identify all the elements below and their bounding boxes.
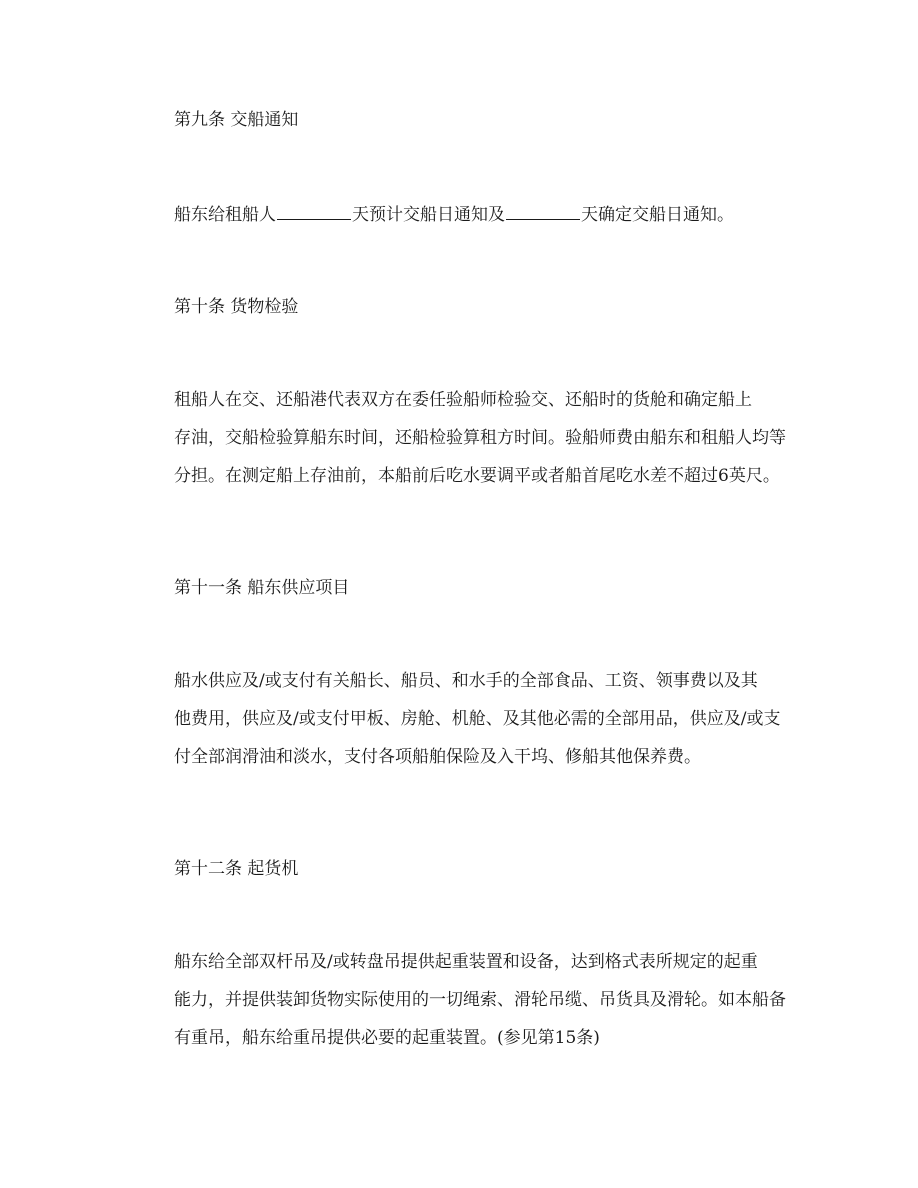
article-9-text-middle: 天预计交船日通知及 — [352, 205, 505, 225]
article-9-body — [174, 196, 774, 234]
article-11-line: 船水供应及/或支付有关船长、船员、和水手的全部食品、工资、领事费以及其 — [174, 671, 758, 691]
article-12-line: 有重吊，船东给重吊提供必要的起重装置。(参见第15条) — [174, 1028, 600, 1048]
article-9-text-after: 天确定交船日通知。 — [581, 205, 734, 225]
article-9-line — [174, 196, 774, 234]
article-10-line: 存油，交船检验算船东时间，还船检验算租方时间。验船师费由船东和租船人均等 — [174, 428, 786, 448]
article-9-text-before: 船东给租船人 — [174, 205, 276, 225]
article-12-line: 船东给全部双杆吊及/或转盘吊提供起重装置和设备，达到格式表所规定的起重 — [174, 952, 758, 972]
article-11-line: 付全部润滑油和淡水，支付各项船舶保险及入干坞、修船其他保养费。 — [174, 747, 701, 767]
article-10-line: 租船人在交、还船港代表双方在委任验船师检验交、还船时的货舱和确定船上 — [174, 390, 752, 410]
blank-field-days-estimated — [277, 199, 351, 220]
article-10-heading: 第十条 货物检验 — [174, 297, 299, 317]
article-10-line: 分担。在测定船上存油前，本船前后吃水要调平或者船首尾吃水差不超过6英尺。 — [174, 466, 780, 486]
article-11-body — [174, 662, 781, 776]
article-12-line: 能力，并提供装卸货物实际使用的一切绳索、滑轮吊缆、吊货具及滑轮。如本船备 — [174, 990, 786, 1010]
article-10-body — [174, 381, 786, 495]
article-12-body — [174, 943, 786, 1057]
article-11-heading: 第十一条 船东供应项目 — [174, 578, 350, 598]
article-11-line: 他费用，供应及/或支付甲板、房舱、机舱、及其他必需的全部用品，供应及/或支 — [174, 709, 781, 729]
article-12-heading: 第十二条 起货机 — [174, 859, 299, 879]
blank-field-days-definite — [506, 199, 580, 220]
article-9-heading: 第九条 交船通知 — [174, 110, 299, 130]
